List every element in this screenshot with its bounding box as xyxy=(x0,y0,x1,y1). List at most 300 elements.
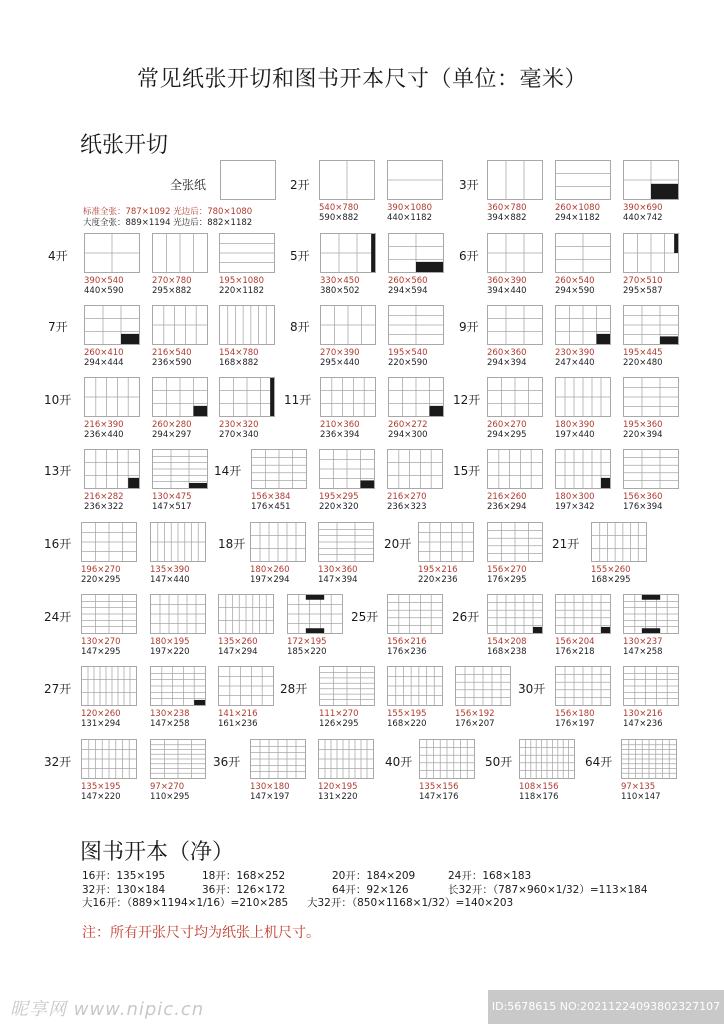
book-cell: 36开：126×172 xyxy=(202,883,286,896)
sheet-layout-diagram xyxy=(419,739,475,779)
net-size: 180×390 xyxy=(555,420,595,430)
cut-diagram-item xyxy=(219,377,281,440)
cut-diagram-item xyxy=(250,522,312,585)
gross-size: 147×440 xyxy=(150,575,190,585)
sheet-layout-diagram xyxy=(152,305,208,345)
net-size: 260×272 xyxy=(388,420,428,430)
sheet-layout-diagram xyxy=(220,160,276,200)
sheet-layout-diagram xyxy=(591,522,647,562)
cut-diagram-item xyxy=(487,233,549,296)
net-size: 135×195 xyxy=(81,782,121,792)
net-size: 216×540 xyxy=(152,348,192,358)
sheet-layout-diagram xyxy=(81,594,137,634)
cut-count-label: 27开 xyxy=(44,682,72,696)
gross-size: 294×297 xyxy=(152,430,192,440)
cut-count-label: 12开 xyxy=(453,393,481,407)
net-size: 111×270 xyxy=(319,709,359,719)
gross-size: 440×742 xyxy=(623,213,663,223)
sheet-layout-diagram xyxy=(320,305,376,345)
gross-size: 220×295 xyxy=(81,575,121,585)
gross-size: 295×882 xyxy=(152,286,192,296)
gross-size: 236×323 xyxy=(387,502,427,512)
sheet-layout-diagram xyxy=(487,522,543,562)
cut-diagram-item xyxy=(519,739,581,802)
cut-diagram-item xyxy=(319,666,381,729)
net-size: 390×1080 xyxy=(387,203,432,213)
net-size: 360×780 xyxy=(487,203,527,213)
sheet-layout-diagram xyxy=(84,449,140,489)
cut-diagram-item xyxy=(487,449,549,512)
sheet-layout-diagram xyxy=(150,666,206,706)
sheet-layout-diagram xyxy=(623,233,679,273)
cut-diagram-item xyxy=(220,160,282,200)
sheet-layout-diagram xyxy=(418,522,474,562)
sheet-layout-diagram xyxy=(250,522,306,562)
net-size: 130×475 xyxy=(152,492,192,502)
sheet-layout-diagram xyxy=(387,594,443,634)
sheet-layout-diagram xyxy=(150,739,206,779)
gross-size: 147×517 xyxy=(152,502,192,512)
sheet-layout-diagram xyxy=(320,377,376,417)
book-cell: 18开：168×252 xyxy=(202,870,286,882)
gross-size: 161×236 xyxy=(218,719,258,729)
cut-diagram-item xyxy=(150,594,212,657)
gross-size: 110×147 xyxy=(621,792,661,802)
sheet-layout-diagram xyxy=(319,449,375,489)
cut-count-label: 11开 xyxy=(284,393,312,407)
cut-diagram-item xyxy=(387,449,449,512)
cut-diagram-item xyxy=(152,449,214,512)
net-size: 195×360 xyxy=(623,420,663,430)
cut-diagram-item xyxy=(623,666,685,729)
net-size: 195×295 xyxy=(319,492,359,502)
net-size: 130×238 xyxy=(150,709,190,719)
net-size: 156×360 xyxy=(623,492,663,502)
cut-count-label: 28开 xyxy=(280,682,308,696)
gross-size: 131×294 xyxy=(81,719,121,729)
sheet-layout-diagram xyxy=(623,666,679,706)
standard-prefix: 标准全张： xyxy=(83,207,126,217)
cut-diagram-item xyxy=(418,522,480,585)
net-size: 260×280 xyxy=(152,420,192,430)
net-size: 260×270 xyxy=(487,420,527,430)
image-id-bar: ID:5678615 NO:20211224093802327107 xyxy=(488,990,724,1024)
gross-size: 236×440 xyxy=(84,430,124,440)
cut-count-label: 16开 xyxy=(44,537,72,551)
sheet-layout-diagram xyxy=(621,739,677,779)
cut-count-label: 20开 xyxy=(384,537,412,551)
large-sheet-line xyxy=(83,218,252,229)
sheet-layout-diagram xyxy=(81,666,137,706)
net-size: 260×540 xyxy=(555,276,595,286)
gross-size: 294×295 xyxy=(487,430,527,440)
gross-size: 220×394 xyxy=(623,430,663,440)
gross-size: 270×340 xyxy=(219,430,259,440)
cut-count-label: 64开 xyxy=(585,755,613,769)
cut-diagram-item xyxy=(387,666,449,729)
sheet-layout-diagram xyxy=(84,233,140,273)
gross-size: 197×220 xyxy=(150,647,190,657)
cut-diagram-item xyxy=(84,449,146,512)
cut-diagram-item xyxy=(84,305,146,368)
net-size: 156×192 xyxy=(455,709,495,719)
large-size: 889×1194 xyxy=(125,218,171,228)
net-size: 141×216 xyxy=(218,709,258,719)
net-size: 135×260 xyxy=(218,637,258,647)
net-size: 260×560 xyxy=(388,276,428,286)
book-cell: 长32开：（787×960×1/32）=113×184 xyxy=(448,883,648,896)
gross-size: 185×220 xyxy=(287,647,327,657)
cut-diagram-item xyxy=(319,160,381,223)
net-size: 154×208 xyxy=(487,637,527,647)
net-size: 270×510 xyxy=(623,276,663,286)
watermark-footer xyxy=(0,990,724,1024)
cut-diagram-item xyxy=(150,666,212,729)
sheet-layout-diagram xyxy=(623,594,679,634)
standard-size: 787×1092 xyxy=(125,207,171,217)
cut-count-label: 30开 xyxy=(518,682,546,696)
sheet-layout-diagram xyxy=(519,739,575,779)
net-size: 216×270 xyxy=(387,492,427,502)
net-size: 230×390 xyxy=(555,348,595,358)
cut-diagram-item xyxy=(388,305,450,368)
gross-size: 220×480 xyxy=(623,358,663,368)
sheet-layout-diagram xyxy=(251,449,307,489)
gross-size: 590×882 xyxy=(319,213,359,223)
gross-size: 220×1182 xyxy=(219,286,264,296)
cut-diagram-item xyxy=(81,522,143,585)
gross-size: 168×882 xyxy=(219,358,259,368)
gross-size: 176×197 xyxy=(555,719,595,729)
cut-count-label: 36开 xyxy=(213,755,241,769)
net-size: 108×156 xyxy=(519,782,559,792)
section-heading-paper-cut: 纸张开切 xyxy=(80,133,169,158)
gross-size: 110×295 xyxy=(150,792,190,802)
gross-size: 176×218 xyxy=(555,647,595,657)
net-size: 97×135 xyxy=(621,782,656,792)
net-size: 390×540 xyxy=(84,276,124,286)
gross-size: 236×294 xyxy=(487,502,527,512)
sheet-layout-diagram xyxy=(555,233,611,273)
sheet-layout-diagram xyxy=(81,739,137,779)
gross-size: 147×295 xyxy=(81,647,121,657)
cut-count-label: 4开 xyxy=(48,249,68,263)
sheet-layout-diagram xyxy=(150,522,206,562)
sheet-layout-diagram xyxy=(388,233,444,273)
cut-diagram-item xyxy=(81,666,143,729)
net-size: 135×390 xyxy=(150,565,190,575)
cut-diagram-item xyxy=(318,739,380,802)
net-size: 195×216 xyxy=(418,565,458,575)
cut-count-label: 21开 xyxy=(552,537,580,551)
sheet-layout-diagram xyxy=(487,305,543,345)
cut-diagram-item xyxy=(621,739,683,802)
net-size: 260×360 xyxy=(487,348,527,358)
sheet-layout-diagram xyxy=(219,233,275,273)
sheet-layout-diagram xyxy=(218,594,274,634)
cut-diagram-item xyxy=(251,449,313,512)
cut-count-label: 13开 xyxy=(44,464,72,478)
large-trim: 882×1182 xyxy=(207,218,253,228)
gross-size: 294×444 xyxy=(84,358,124,368)
cut-diagram-item xyxy=(487,594,549,657)
net-size: 155×195 xyxy=(387,709,427,719)
cut-diagram-item xyxy=(623,377,685,440)
gross-size: 147×236 xyxy=(623,719,663,729)
gross-size: 147×176 xyxy=(419,792,459,802)
cut-diagram-item xyxy=(555,305,617,368)
gross-size: 147×220 xyxy=(81,792,121,802)
sheet-layout-diagram xyxy=(320,233,376,273)
sheet-layout-diagram xyxy=(623,305,679,345)
cut-diagram-item xyxy=(81,739,143,802)
net-size: 216×282 xyxy=(84,492,124,502)
gross-size: 131×220 xyxy=(318,792,358,802)
sheet-layout-diagram xyxy=(555,666,611,706)
net-size: 195×540 xyxy=(388,348,428,358)
sheet-layout-diagram xyxy=(84,377,140,417)
cut-diagram-item xyxy=(623,449,685,512)
fullsheet-label: 全张纸 xyxy=(170,178,207,192)
net-size: 260×1080 xyxy=(555,203,600,213)
sheet-layout-diagram xyxy=(487,449,543,489)
net-size: 260×410 xyxy=(84,348,124,358)
net-size: 120×260 xyxy=(81,709,121,719)
sheet-layout-diagram xyxy=(319,160,375,200)
cut-diagram-item xyxy=(487,377,549,440)
sheet-layout-diagram xyxy=(152,377,208,417)
gross-size: 176×451 xyxy=(251,502,291,512)
sheet-layout-diagram xyxy=(555,377,611,417)
gross-size: 440×590 xyxy=(84,286,124,296)
gross-size: 220×320 xyxy=(319,502,359,512)
gross-size: 197×294 xyxy=(250,575,290,585)
fullsheet-note xyxy=(83,207,252,229)
net-size: 196×270 xyxy=(81,565,121,575)
gross-size: 294×594 xyxy=(388,286,428,296)
large-prefix: 大度全张： xyxy=(83,218,126,228)
cut-diagram-item xyxy=(591,522,653,585)
gross-size: 380×502 xyxy=(320,286,360,296)
gross-size: 295×440 xyxy=(320,358,360,368)
cut-diagram-item xyxy=(218,594,280,657)
net-size: 180×260 xyxy=(250,565,290,575)
cut-diagram-item xyxy=(555,160,617,223)
cut-diagram-item xyxy=(320,233,382,296)
cut-count-label: 7开 xyxy=(48,320,68,334)
gross-size: 147×394 xyxy=(318,575,358,585)
sheet-layout-diagram xyxy=(487,233,543,273)
sheet-layout-diagram xyxy=(319,666,375,706)
net-size: 330×450 xyxy=(320,276,360,286)
cut-diagram-item xyxy=(318,522,380,585)
sheet-layout-diagram xyxy=(318,522,374,562)
net-size: 156×180 xyxy=(555,709,595,719)
gross-size: 294×300 xyxy=(388,430,428,440)
cut-diagram-item xyxy=(150,739,212,802)
cut-count-label: 40开 xyxy=(385,755,413,769)
cut-diagram-item xyxy=(387,594,449,657)
cut-count-label: 18开 xyxy=(218,537,246,551)
sheet-layout-diagram xyxy=(387,666,443,706)
cut-count-label: 32开 xyxy=(44,755,72,769)
cut-count-label: 8开 xyxy=(290,320,310,334)
page-title: 常见纸张开切和图书开本尺寸（单位：毫米） xyxy=(136,67,587,92)
sheet-layout-diagram xyxy=(81,522,137,562)
gross-size: 294×1182 xyxy=(555,213,600,223)
cut-diagram-item xyxy=(555,377,617,440)
net-size: 172×195 xyxy=(287,637,327,647)
gross-size: 197×342 xyxy=(555,502,595,512)
cut-diagram-item xyxy=(555,594,617,657)
net-size: 195×1080 xyxy=(219,276,264,286)
cut-diagram-item xyxy=(555,233,617,296)
net-size: 120×195 xyxy=(318,782,358,792)
cut-count-label: 25开 xyxy=(351,610,379,624)
cut-diagram-item xyxy=(487,522,549,585)
cut-diagram-item xyxy=(84,377,146,440)
cut-diagram-item xyxy=(219,233,281,296)
cut-diagram-item xyxy=(487,160,549,223)
net-size: 130×237 xyxy=(623,637,663,647)
net-size: 360×390 xyxy=(487,276,527,286)
net-size: 270×390 xyxy=(320,348,360,358)
sheet-layout-diagram xyxy=(487,160,543,200)
sheet-layout-diagram xyxy=(623,160,679,200)
sheet-layout-diagram xyxy=(487,594,543,634)
gross-size: 440×1182 xyxy=(387,213,432,223)
sheet-layout-diagram xyxy=(623,377,679,417)
cut-diagram-item xyxy=(623,233,685,296)
net-size: 216×390 xyxy=(84,420,124,430)
net-size: 390×690 xyxy=(623,203,663,213)
standard-trim: 780×1080 xyxy=(207,207,253,217)
book-cell: 大32开：（850×1168×1/32）=140×203 xyxy=(307,897,514,909)
net-size: 154×780 xyxy=(219,348,259,358)
sheet-layout-diagram xyxy=(219,305,275,345)
cut-diagram-item xyxy=(387,160,449,223)
cut-diagram-item xyxy=(319,449,381,512)
footnote: 注：所有开张尺寸均为纸张上机尺寸。 xyxy=(82,925,320,941)
sheet-layout-diagram xyxy=(387,160,443,200)
sheet-layout-diagram xyxy=(555,594,611,634)
sheet-layout-diagram xyxy=(152,233,208,273)
large-trim-prefix: 光边后： xyxy=(170,218,208,228)
cut-diagram-item xyxy=(152,377,214,440)
net-size: 156×270 xyxy=(487,565,527,575)
gross-size: 295×587 xyxy=(623,286,663,296)
book-cell: 64开：92×126 xyxy=(332,883,409,896)
sheet-layout-diagram xyxy=(387,449,443,489)
net-size: 540×780 xyxy=(319,203,359,213)
book-cell: 32开：130×184 xyxy=(82,883,166,896)
cut-diagram-item xyxy=(388,233,450,296)
net-size: 130×180 xyxy=(250,782,290,792)
gross-size: 220×590 xyxy=(388,358,428,368)
net-size: 97×270 xyxy=(150,782,185,792)
sheet-layout-diagram xyxy=(287,594,343,634)
cut-diagram-item xyxy=(419,739,481,802)
book-cell: 大16开：（889×1194×1/16）=210×285 xyxy=(82,897,289,909)
cut-diagram-item xyxy=(218,666,280,729)
gross-size: 176×236 xyxy=(387,647,427,657)
net-size: 156×384 xyxy=(251,492,291,502)
sheet-layout-diagram xyxy=(555,160,611,200)
net-size: 156×204 xyxy=(555,637,595,647)
sheet-layout-diagram xyxy=(152,449,208,489)
net-size: 155×260 xyxy=(591,565,631,575)
sheet-layout-diagram xyxy=(388,305,444,345)
sheet-layout-diagram xyxy=(388,377,444,417)
sheet-layout-diagram xyxy=(250,739,306,779)
cut-diagram-item xyxy=(81,594,143,657)
sheet-layout-diagram xyxy=(218,666,274,706)
cut-diagram-item xyxy=(320,305,382,368)
net-size: 270×780 xyxy=(152,276,192,286)
sheet-layout-diagram xyxy=(150,594,206,634)
net-size: 180×300 xyxy=(555,492,595,502)
gross-size: 168×220 xyxy=(387,719,427,729)
gross-size: 394×882 xyxy=(487,213,527,223)
gross-size: 168×295 xyxy=(591,575,631,585)
gross-size: 126×295 xyxy=(319,719,359,729)
net-size: 216×260 xyxy=(487,492,527,502)
gross-size: 394×440 xyxy=(487,286,527,296)
gross-size: 147×294 xyxy=(218,647,258,657)
cut-diagram-item xyxy=(320,377,382,440)
cut-diagram-item xyxy=(152,233,214,296)
cut-count-label: 26开 xyxy=(452,610,480,624)
cut-diagram-item xyxy=(250,739,312,802)
gross-size: 168×238 xyxy=(487,647,527,657)
cut-count-label: 3开 xyxy=(459,178,479,192)
book-cell: 16开：135×195 xyxy=(82,870,166,882)
sheet-layout-diagram xyxy=(487,377,543,417)
cut-count-label: 10开 xyxy=(44,393,72,407)
cut-count-label: 6开 xyxy=(459,249,479,263)
site-logo: 昵享网 www.nipic.cn xyxy=(10,999,205,1020)
cut-diagram-item xyxy=(388,377,450,440)
net-size: 210×360 xyxy=(320,420,360,430)
gross-size: 236×590 xyxy=(152,358,192,368)
gross-size: 176×394 xyxy=(623,502,663,512)
sheet-layout-diagram xyxy=(555,449,611,489)
cut-diagram-item xyxy=(219,305,281,368)
gross-size: 147×197 xyxy=(250,792,290,802)
net-size: 130×270 xyxy=(81,637,121,647)
cut-diagram-item xyxy=(623,594,685,657)
cut-diagram-item xyxy=(455,666,517,729)
gross-size: 176×295 xyxy=(487,575,527,585)
cut-count-label: 5开 xyxy=(290,249,310,263)
cut-count-label: 15开 xyxy=(453,464,481,478)
cut-diagram-item xyxy=(287,594,349,657)
standard-trim-prefix: 光边后： xyxy=(170,207,208,217)
net-size: 130×216 xyxy=(623,709,663,719)
sheet-layout-diagram xyxy=(219,377,275,417)
net-size: 156×216 xyxy=(387,637,427,647)
gross-size: 294×590 xyxy=(555,286,595,296)
cut-diagram-item xyxy=(152,305,214,368)
sheet-layout-diagram xyxy=(84,305,140,345)
cut-count-label: 50开 xyxy=(485,755,513,769)
gross-size: 147×258 xyxy=(623,647,663,657)
standard-sheet-line xyxy=(83,207,252,218)
net-size: 135×156 xyxy=(419,782,459,792)
section-heading-book-format: 图书开本（净） xyxy=(80,840,235,865)
gross-size: 236×394 xyxy=(320,430,360,440)
sheet-layout-diagram xyxy=(555,305,611,345)
